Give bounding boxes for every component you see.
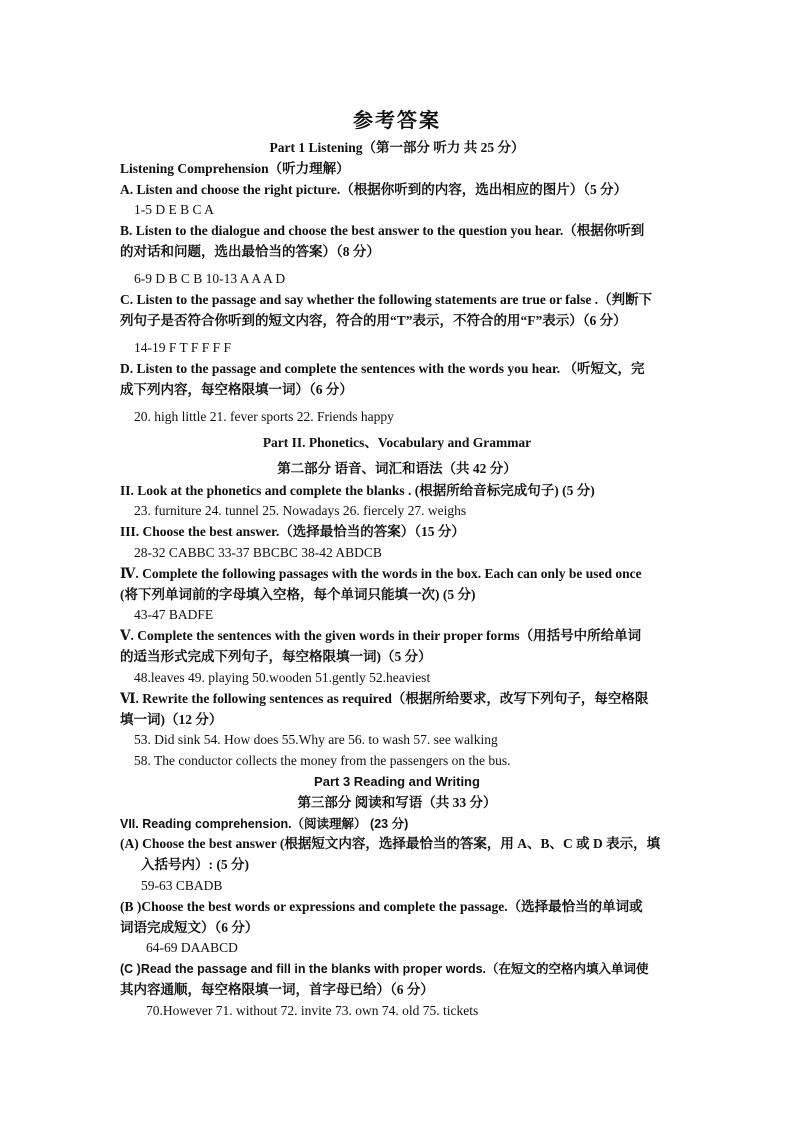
section-ii-heading: II. Look at the phonetics and complete the blanks . (根据所给音标完成句子) (5 分)	[120, 483, 595, 498]
section-v-heading-line2: 的适当形式完成下列句子，每空格限填一词)（5 分）	[120, 649, 432, 664]
section-v-heading-line1: Ⅴ. Complete the sentences with the given words in their proper forms（用括号中所给单词	[120, 628, 642, 643]
section-vii-heading: VII. Reading comprehension.（阅读理解） (23 分)	[120, 817, 409, 831]
page-title: 参考答案	[353, 108, 441, 132]
section-vi-heading-line1: Ⅵ. Rewrite the following sentences as required（根据所给要求，改写下列句子，每空格限	[120, 691, 649, 706]
section-a-heading: A. Listen and choose the right picture.（根据你听到的内容，选出相应的图片）（5 分）	[120, 182, 628, 197]
answers-vii-a: 59-63 CBADB	[141, 878, 223, 893]
answers-b: 6-9 D B C B 10-13 A A A D	[134, 271, 286, 286]
section-iv-heading-line1: Ⅳ. Complete the following passages with the words in the box. Each can only be used once	[120, 566, 642, 581]
section-vii-b-heading-line1: (B )Choose the best words or expressions and complete the passage.（选择最恰当的单词或	[120, 899, 643, 914]
answers-c: 14-19 F T F F F F	[134, 340, 232, 355]
answers-vi-line1: 53. Did sink 54. How does 55.Why are 56. to wash 57. see walking	[134, 732, 498, 747]
section-vii-b-heading-line2: 词语完成短文）（6 分）	[120, 920, 259, 935]
answers-iii: 28-32 CABBC 33-37 BBCBC 38-42 ABDCB	[134, 545, 382, 560]
section-iii-heading: III. Choose the best answer.（选择最恰当的答案）（15 分）	[120, 524, 465, 539]
section-d-heading-line2: 成下列内容，每空格限填一词）（6 分）	[120, 382, 353, 397]
answers-vi-line2: 58. The conductor collects the money from the passengers on the bus.	[134, 753, 511, 768]
part2-heading-cn: 第二部分 语音、词汇和语法（共 42 分）	[277, 461, 517, 476]
answers-d: 20. high little 21. fever sports 22. Friends happy	[134, 409, 394, 424]
part3-heading-en: Part 3 Reading and Writing	[314, 774, 480, 789]
part2-heading-en: Part II. Phonetics、Vocabulary and Grammar	[262, 435, 532, 450]
answers-vii-c: 70.However 71. without 72. invite 73. own 74. old 75. tickets	[146, 1003, 479, 1018]
answers-ii: 23. furniture 24. tunnel 25. Nowadays 26. fiercely 27. weighs	[134, 503, 467, 518]
section-vii-c-heading-line2: 其内容通顺，每空格限填一词，首字母已给）（6 分）	[120, 982, 434, 997]
part1-heading: Part 1 Listening（第一部分 听力 共 25 分）	[269, 140, 525, 155]
answers-v: 48.leaves 49. playing 50.wooden 51.gently 52.heaviest	[134, 670, 431, 685]
listening-comprehension-label: Listening Comprehension（听力理解）	[120, 161, 350, 176]
section-c-heading-line1: C. Listen to the passage and say whether the following statements are true or false .（判断下	[120, 292, 653, 307]
section-iv-heading-line2: (将下列单词前的字母填入空格，每个单词只能填一次) (5 分)	[120, 587, 476, 602]
answers-iv: 43-47 BADFE	[134, 607, 214, 622]
section-b-heading-line2: 的对话和问题，选出最恰当的答案）（8 分）	[120, 244, 380, 259]
section-c-heading-line2: 列句子是否符合你听到的短文内容，符合的用“T”表示，不符合的用“F”表示）（6 分）	[120, 313, 627, 328]
section-b-heading-line1: B. Listen to the dialogue and choose the best answer to the question you hear.（根据你听到	[120, 223, 645, 238]
answers-a: 1-5 D E B C A	[134, 202, 214, 217]
section-vi-heading-line2: 填一词)（12 分）	[120, 712, 223, 727]
part3-heading-cn: 第三部分 阅读和写语（共 33 分）	[297, 795, 497, 810]
answers-vii-b: 64-69 DAABCD	[146, 940, 238, 955]
section-d-heading-line1: D. Listen to the passage and complete the sentences with the words you hear. （听短文，完	[120, 361, 645, 376]
section-vii-a-heading-line1: (A) Choose the best answer (根据短文内容，选择最恰当的答案，用 A、B、C 或 D 表示，填	[120, 836, 661, 851]
section-vii-a-heading-line2: 入括号内）: (5 分)	[141, 857, 249, 872]
section-vii-c-heading-line1: (C )Read the passage and fill in the blanks with proper words.（在短文的空格内填入单词使	[120, 962, 649, 976]
